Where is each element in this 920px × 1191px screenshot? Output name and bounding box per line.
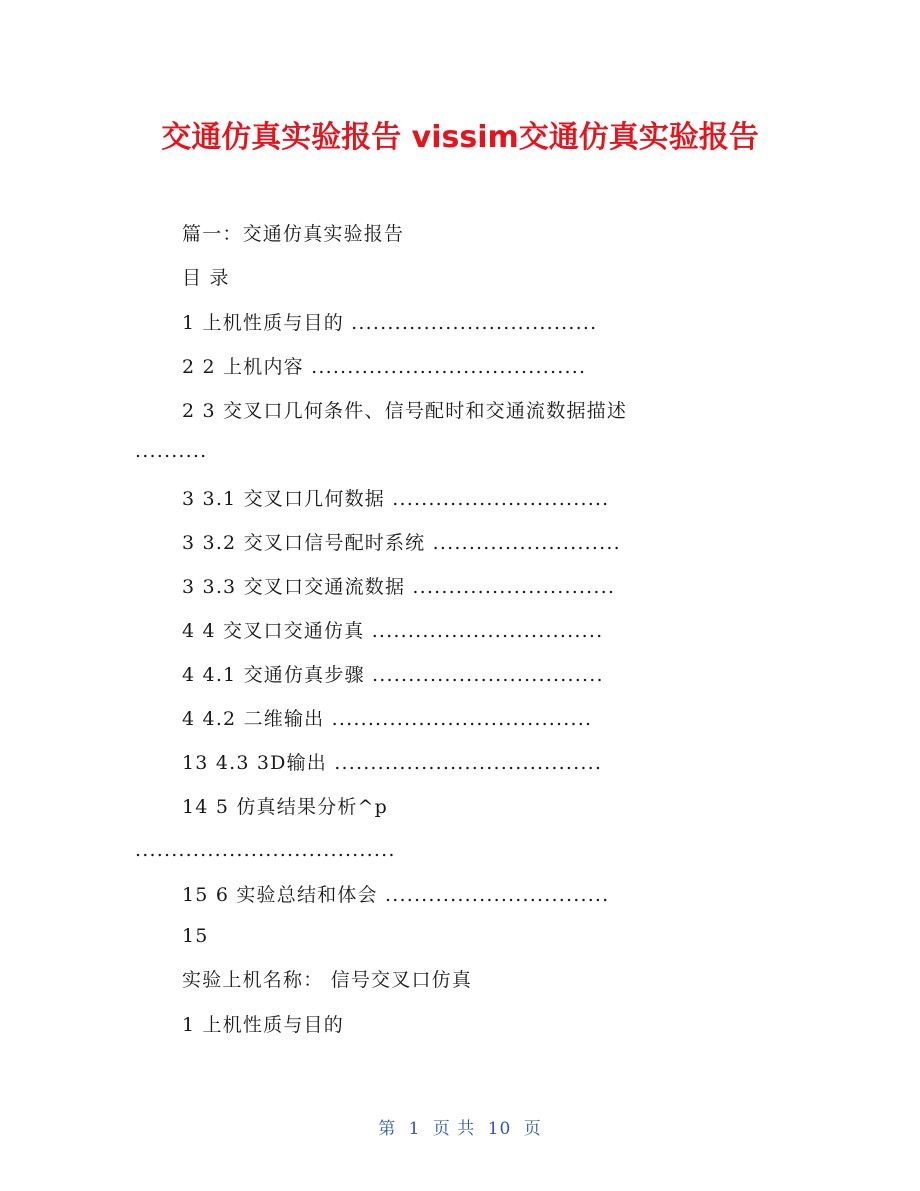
footer-mid: 页 共 [432,1119,476,1139]
text-line: 篇一：交通仿真实验报告 [182,223,405,245]
toc-entry: 3 3.1 交叉口几何数据 .............................. [182,488,610,510]
footer-suffix: 页 [523,1119,542,1139]
toc-entry: 2 3 交叉口几何条件、信号配时和交通流数据描述 [182,400,628,422]
toc-heading: 目 录 [182,267,230,289]
experiment-name: 实验上机名称： 信号交叉口仿真 [182,969,473,991]
toc-entry: 14 5 仿真结果分析^p [182,796,389,818]
toc-entry: 4 4.2 二维输出 .................................... [182,708,593,730]
toc-entry: 3 3.2 交叉口信号配时系统 .......................... [182,532,621,554]
section-heading: 1 上机性质与目的 [182,1014,344,1036]
toc-leader-dots: .......... [135,440,208,462]
toc-entry: 13 4.3 3D输出 ..................................... [182,752,603,774]
toc-entry: 3 3.3 交叉口交通流数据 ............................ [182,576,616,598]
toc-entry: 4 4.1 交通仿真步骤 ................................ [182,664,604,686]
text-line: 15 [182,925,209,947]
footer-page-number: 1 [408,1119,421,1139]
footer-prefix: 第 [378,1119,397,1139]
page-footer [0,1114,920,1139]
document-title: 交通仿真实验报告 vissim交通仿真实验报告 [161,120,759,155]
toc-entry: 2 2 上机内容 ...................................... [182,356,587,378]
toc-entry: 4 4 交叉口交通仿真 ................................ [182,620,604,642]
toc-entry: 15 6 实验总结和体会 ............................... [182,884,610,906]
footer-total-pages: 10 [487,1119,512,1139]
toc-leader-dots: .................................... [135,839,396,861]
toc-entry: 1 上机性质与目的 .................................. [182,312,598,334]
